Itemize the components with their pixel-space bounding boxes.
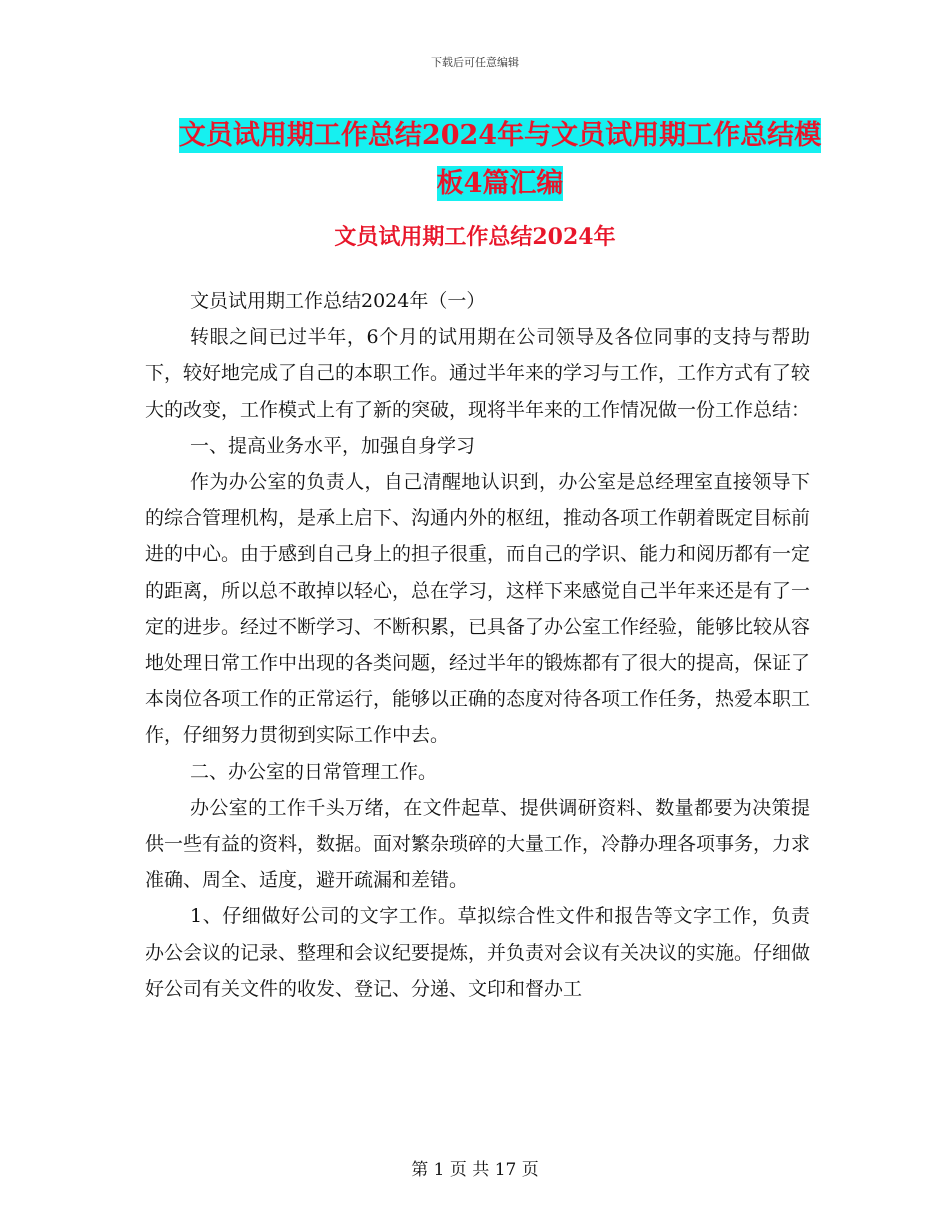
page-header: 下载后可任意编辑 <box>431 56 519 69</box>
document-title-line-2: 板4篇汇编 <box>436 168 564 199</box>
paragraph-subtitle: 文员试用期工作总结2024年（一） <box>190 290 486 312</box>
document-title-line-1: 文员试用期工作总结2024年与文员试用期工作总结模 <box>178 120 822 151</box>
document-body <box>145 283 810 1007</box>
page-footer: 第 1 页 共 17 页 <box>411 1160 539 1180</box>
section-title: 文员试用期工作总结2024年 <box>334 224 616 250</box>
paragraph: 办公室的工作千头万绪，在文件起草、提供调研资料、数量都要为决策提供一些有益的资料，数据。面对繁杂琐碎的大量工作，冷静办理各项事务，力求准确、周全、适度，避开疏漏和差错。 <box>145 796 811 892</box>
paragraph: 1、仔细做好公司的文字工作。草拟综合性文件和报告等文字工作，负责办公会议的记录、整理和会议纪要提炼，并负责对会议有关决议的实施。仔细做好公司有关文件的收发、登记、分递、文印和督办工 <box>145 905 811 1000</box>
paragraph-heading: 一、提高业务水平，加强自身学习 <box>190 434 476 457</box>
paragraph-heading: 二、办公室的日常管理工作。 <box>190 760 438 783</box>
document-title <box>140 112 860 208</box>
paragraph: 作为办公室的负责人，自己清醒地认识到，办公室是总经理室直接领导下的综合管理机构，是承上启下、沟通内外的枢纽，推动各项工作朝着既定目标前进的中心。由于感到自己身上的担子很重，而自己的学识、能力和阅历都有一定的距离，所以总不敢掉以轻心，总在学习，这样下来感觉自己半年来还是有了一定的进步。经过不断学习、不断积累，已具备了办公室工作经验，能够比较从容地处理日常工作中出现的各类问题，经过半年的锻炼都有了很大的提高，保证了本岗位各项工作的正常运行，能够以正确的态度对待各项工作任务，热爱本职工作，仔细努力贯彻到实际工作中去。 <box>145 471 811 747</box>
paragraph: 转眼之间已过半年，6个月的试用期在公司领导及各位同事的支持与帮助下，较好地完成了自己的本职工作。通过半年来的学习与工作，工作方式有了较大的改变，工作模式上有了新的突破，现将半年来的工作情况做一份工作总结： <box>145 326 811 421</box>
